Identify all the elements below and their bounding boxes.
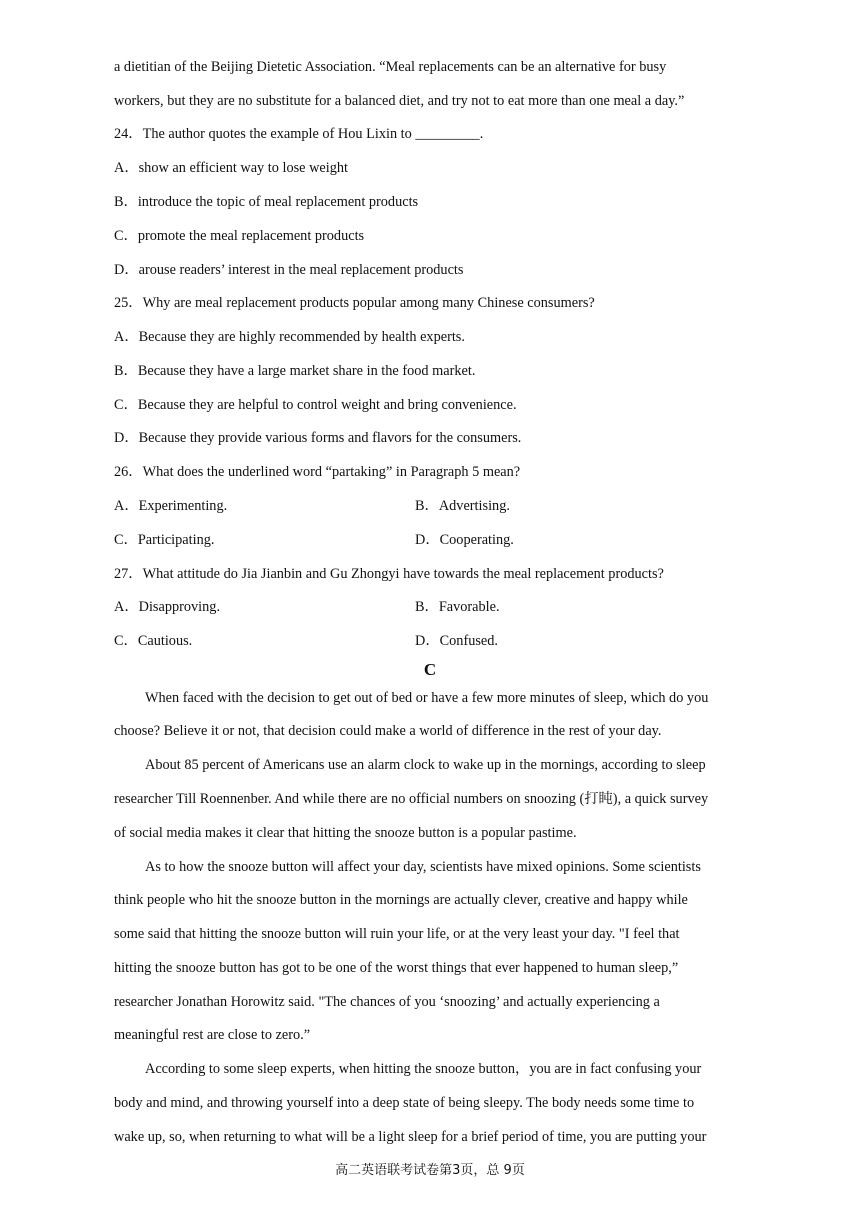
- passage-c-p3-line: hitting the snooze button has got to be one of the worst things that ever happened to human sleep,”: [114, 960, 679, 976]
- passage-c-p2-line: About 85 percent of Americans use an alarm clock to wake up in the mornings, according to sleep: [145, 757, 706, 773]
- question-26-option-c: C．Participating.: [114, 532, 215, 548]
- question-26-stem: 26．What does the underlined word “partaking” in Paragraph 5 mean?: [114, 464, 521, 480]
- question-26-option-b: B．Advertising.: [415, 498, 510, 514]
- passage-c-p1-line: choose? Believe it or not, that decision could make a world of difference in the rest of your day.: [114, 723, 662, 739]
- question-27-option-c: C．Cautious.: [114, 633, 193, 649]
- passage-c-p1-line: When faced with the decision to get out of bed or have a few more minutes of sleep, which do you: [145, 690, 709, 706]
- passage-c-p4-line: wake up, so, when returning to what will be a light sleep for a brief period of time, you are putting your: [114, 1129, 707, 1145]
- passage-c-p3-line: As to how the snooze button will affect your day, scientists have mixed opinions. Some scientists: [145, 859, 701, 875]
- question-24-stem: 24．The author quotes the example of Hou Lixin to _________.: [114, 126, 484, 142]
- question-25-option-b: B．Because they have a large market share in the food market.: [114, 363, 476, 379]
- section-c-heading: C: [423, 660, 437, 679]
- passage-c-p2-line: of social media makes it clear that hitting the snooze button is a popular pastime.: [114, 825, 577, 841]
- question-27-option-a: A．Disapproving.: [114, 599, 221, 615]
- question-24-option-b: B．introduce the topic of meal replacement products: [114, 194, 419, 210]
- passage-b-line: a dietitian of the Beijing Dietetic Association. “Meal replacements can be an alternative for busy: [114, 59, 667, 75]
- question-27-option-d: D．Confused.: [415, 633, 498, 649]
- passage-c-p2-line: researcher Till Roennenber. And while there are no official numbers on snoozing (打盹), a quick survey: [114, 791, 709, 807]
- question-27-stem: 27．What attitude do Jia Jianbin and Gu Zhongyi have towards the meal replacement products?: [114, 566, 664, 582]
- question-26-option-d: D．Cooperating.: [415, 532, 514, 548]
- question-24-option-c: C．promote the meal replacement products: [114, 228, 365, 244]
- passage-c-p4-line: According to some sleep experts, when hitting the snooze button，you are in fact confusing your: [145, 1061, 702, 1077]
- question-25-option-c: C．Because they are helpful to control weight and bring convenience.: [114, 397, 517, 413]
- question-25-option-d: D．Because they provide various forms and flavors for the consumers.: [114, 430, 522, 446]
- question-24-option-d: D．arouse readers’ interest in the meal replacement products: [114, 262, 464, 278]
- passage-c-p3-line: researcher Jonathan Horowitz said. "The chances of you ‘snoozing’ and actually experiencing a: [114, 994, 660, 1010]
- passage-c-p3-line: some said that hitting the snooze button will ruin your life, or at the very least your day. "I feel that: [114, 926, 680, 942]
- passage-b-line: workers, but they are no substitute for a balanced diet, and try not to eat more than one meal a day.”: [114, 93, 685, 109]
- question-26-option-a: A．Experimenting.: [114, 498, 228, 514]
- passage-c-p4-line: body and mind, and throwing yourself into a deep state of being sleepy. The body needs some time to: [114, 1095, 695, 1111]
- question-25-option-a: A．Because they are highly recommended by health experts.: [114, 329, 465, 345]
- page-footer: 高二英语联考试卷第3页，总 9页: [335, 1163, 525, 1178]
- question-25-stem: 25．Why are meal replacement products popular among many Chinese consumers?: [114, 295, 595, 311]
- passage-c-p3-line: think people who hit the snooze button in the mornings are actually clever, creative and happy while: [114, 892, 688, 908]
- question-24-option-a: A．show an efficient way to lose weight: [114, 160, 348, 176]
- passage-c-p3-line: meaningful rest are close to zero.”: [114, 1027, 311, 1043]
- question-27-option-b: B．Favorable.: [415, 599, 500, 615]
